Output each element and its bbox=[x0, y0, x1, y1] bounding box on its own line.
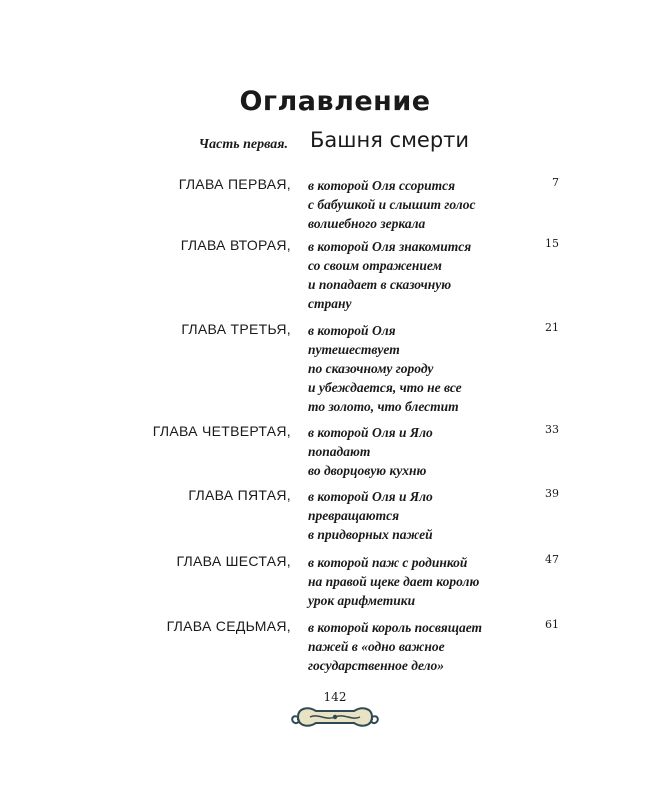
chapter-description: в которой Оля путешествует по сказочному городу и убеждается, что не все то золото, что блестит bbox=[308, 323, 462, 414]
chapter-label: ГЛАВА ПЯТАЯ, bbox=[188, 487, 291, 503]
part-label: Часть первая. bbox=[198, 137, 288, 152]
chapter-label: ГЛАВА ВТОРАЯ, bbox=[180, 237, 291, 253]
chapter-description: в которой Оля знакомится со своим отражением и попадает в сказочную страну bbox=[308, 239, 472, 311]
part-title: Башня смерти bbox=[310, 128, 470, 152]
chapter-description: в которой Оля и Яло превращаются в придворных пажей bbox=[308, 489, 433, 542]
chapter-page-number: 33 bbox=[545, 423, 559, 436]
scroll-ornament-icon bbox=[288, 702, 382, 732]
chapter-label: ГЛАВА ЧЕТВЕРТАЯ, bbox=[152, 423, 291, 439]
chapter-label: ГЛАВА ПЕРВАЯ, bbox=[178, 176, 291, 192]
chapter-page-number: 15 bbox=[545, 237, 559, 250]
chapter-page-number: 61 bbox=[545, 618, 559, 631]
chapter-description: в которой паж с родинкой на правой щеке дает королю урок арифметики bbox=[308, 555, 480, 608]
chapter-label: ГЛАВА СЕДЬМАЯ, bbox=[166, 618, 291, 634]
chapter-page-number: 7 bbox=[552, 176, 559, 189]
chapter-description: в которой Оля и Яло попадают во дворцовую кухню bbox=[308, 425, 433, 478]
chapter-page-number: 21 bbox=[545, 321, 559, 334]
chapter-label: ГЛАВА ТРЕТЬЯ, bbox=[181, 321, 291, 337]
chapter-description: в которой король посвящает пажей в «одно важное государственное дело» bbox=[308, 620, 483, 673]
page-title: Оглавление bbox=[239, 86, 431, 117]
chapter-page-number: 39 bbox=[545, 487, 559, 500]
page-number: 142 bbox=[323, 690, 347, 704]
chapter-description: в которой Оля ссорится с бабушкой и слышит голос волшебного зеркала bbox=[308, 178, 476, 231]
chapter-label: ГЛАВА ШЕСТАЯ, bbox=[176, 553, 291, 569]
chapter-page-number: 47 bbox=[545, 553, 559, 566]
